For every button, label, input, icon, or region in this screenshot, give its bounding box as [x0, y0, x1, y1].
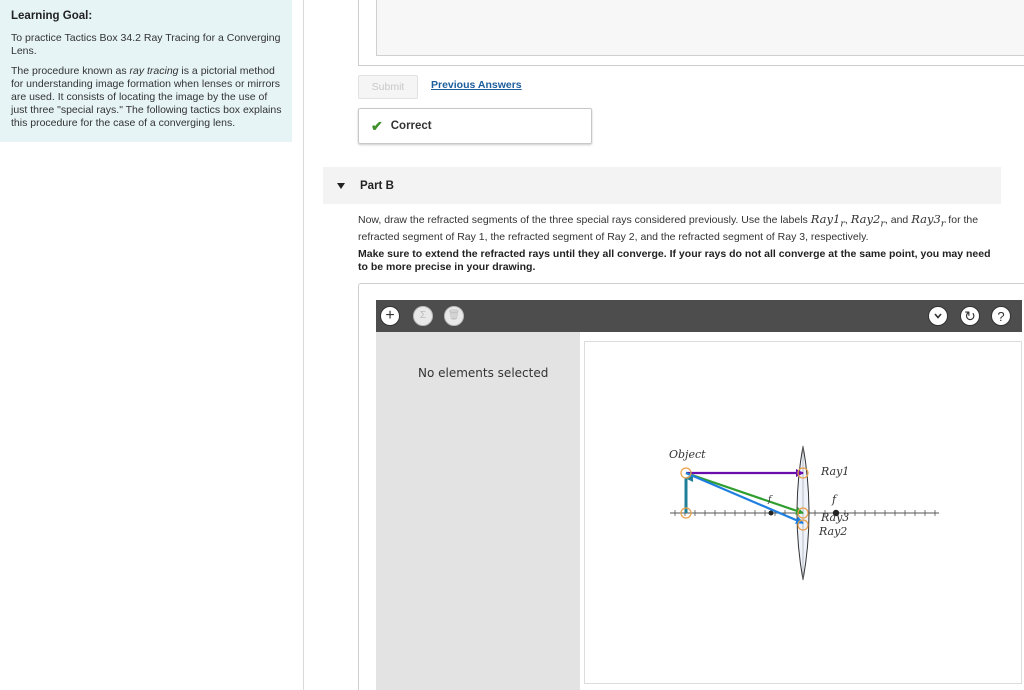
column-divider — [303, 0, 304, 690]
label-ray3r: $Ray3_r$ — [911, 212, 946, 230]
label-ray1r: $Ray1_r$ — [810, 212, 845, 230]
ray2-incident — [686, 473, 803, 513]
learning-goal-title: Learning Goal: — [11, 10, 93, 22]
part-b-title: Part B — [360, 179, 394, 192]
reset-icon[interactable]: ↻ — [960, 306, 980, 326]
correct-label: Correct — [390, 120, 432, 132]
learning-goal-summary: To practice Tactics Box 34.2 Ray Tracing for a Converging Lens. — [11, 32, 281, 57]
previous-answers-link[interactable]: Previous Answers — [431, 79, 522, 91]
check-icon: ✔ — [371, 117, 383, 134]
label-ray3: Ray3 — [821, 511, 850, 524]
previous-answer-canvas — [376, 0, 1024, 56]
label-object: Object — [669, 448, 706, 461]
label-ray2: Ray2 — [819, 525, 848, 538]
properties-panel — [376, 332, 580, 690]
learning-goal-panel — [0, 0, 292, 142]
part-b-instruction: Now, draw the refracted segments of the three special rays considered previously. Use the labels $Ray1_r$, $Ray2_r$, and $Ray3_r$ for the refracted segment of Ray 1, the refracted segment of Ray 2, and the refracted segment of Ray 3, respectively. — [358, 212, 979, 243]
part-b-header[interactable] — [323, 167, 1001, 204]
label-ray1: Ray1 — [821, 465, 850, 478]
trash-icon[interactable]: 🗑 — [444, 306, 464, 326]
help-icon[interactable]: ? — [991, 306, 1011, 326]
learning-goal-description: The procedure known as ray tracing is a pictorial method for understanding image formation when lenses or mirrors are used. It consists of locating the image by the use of just three "special rays." The following tactics box explains this procedure for the case of a converging lens. — [11, 65, 282, 129]
submit-button[interactable]: Submit — [358, 75, 418, 99]
drawing-canvas[interactable] — [584, 341, 1022, 684]
ray3-incident — [686, 473, 803, 523]
chevron-down-icon[interactable] — [928, 306, 948, 326]
correct-feedback-box — [358, 108, 592, 144]
label-f-left: f — [768, 495, 772, 505]
add-icon[interactable]: + — [380, 306, 400, 326]
label-f-right: f — [832, 493, 837, 506]
sum-icon[interactable]: Σ — [413, 306, 433, 326]
part-b-bold-instruction: Make sure to extend the refracted rays until they all converge. If your rays do not all converge at the same point, you may need to be more precise in your drawing. — [358, 248, 991, 273]
caret-down-icon[interactable] — [337, 183, 345, 189]
ray-diagram[interactable] — [585, 342, 1023, 685]
label-ray2r: $Ray2_r$ — [850, 212, 885, 230]
drawing-toolbar — [376, 300, 1022, 332]
selection-status: No elements selected — [418, 366, 549, 380]
